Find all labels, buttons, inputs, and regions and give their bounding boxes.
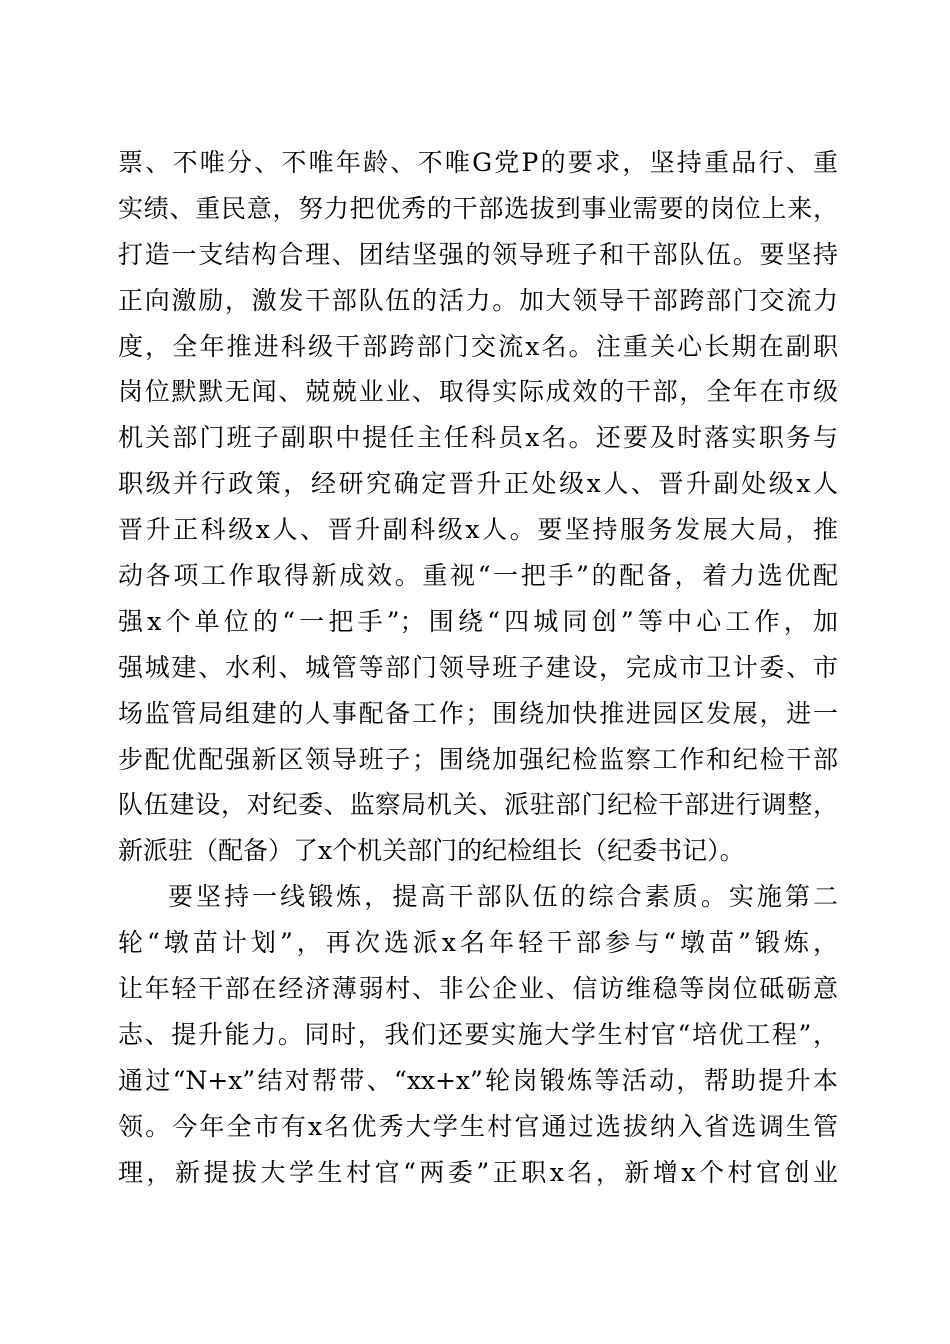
text-line: 理，新提拔大学生村官“两委”正职x名，新增x个村官创业 xyxy=(118,1157,838,1187)
text-line: 晋升正科级x人、晋升副科级x人。要坚持服务发展大局，推 xyxy=(118,515,838,545)
text-line: 正向激励，激发干部队伍的活力。加大领导干部跨部门交流力 xyxy=(118,285,838,315)
text-line: 队伍建设，对纪委、监察局机关、派驻部门纪检干部进行调整， xyxy=(118,790,838,820)
text-line: 动各项工作取得新成效。重视“一把手”的配备，着力选优配 xyxy=(118,561,838,591)
text-line: 志、提升能力。同时，我们还要实施大学生村官“培优工程”， xyxy=(118,1019,838,1049)
text-line: 轮“墩苗计划”，再次选派x名年轻干部参与“墩苗”锻炼， xyxy=(118,928,838,958)
text-line: 让年轻干部在经济薄弱村、非公企业、信访维稳等岗位砥砺意 xyxy=(118,974,838,1004)
text-line: 职级并行政策，经研究确定晋升正处级x人、晋升副处级x人 xyxy=(118,469,838,499)
text-line: 票、不唯分、不唯年龄、不唯G党P的要求，坚持重品行、重 xyxy=(118,148,838,177)
body-text xyxy=(118,140,838,1195)
text-line: 度，全年推进科级干部跨部门交流x名。注重关心长期在副职 xyxy=(118,331,838,361)
text-line: 场监管局组建的人事配备工作；围绕加快推进园区发展，进一 xyxy=(118,698,838,728)
text-line: 步配优配强新区领导班子；围绕加强纪检监察工作和纪检干部 xyxy=(118,744,838,774)
text-line: 领。今年全市有x名优秀大学生村官通过选拔纳入省选调生管 xyxy=(118,1111,838,1141)
text-line: 机关部门班子副职中提任主任科员x名。还要及时落实职务与 xyxy=(118,423,838,453)
text-line: 岗位默默无闻、兢兢业业、取得实际成效的干部，全年在市级 xyxy=(118,377,838,407)
text-line: 实绩、重民意，努力把优秀的干部选拔到事业需要的岗位上来， xyxy=(118,193,838,223)
text-line: 通过“N+x”结对帮带、“xx+x”轮岗锻炼等活动，帮助提升本 xyxy=(118,1065,838,1095)
paragraph-first-line: 要坚持一线锻炼，提高干部队伍的综合素质。实施第二 xyxy=(168,882,838,912)
text-line: 打造一支结构合理、团结坚强的领导班子和干部队伍。要坚持 xyxy=(118,239,838,269)
text-line: 新派驻（配备）了x个机关部门的纪检组长（纪委书记）。 xyxy=(118,836,745,866)
text-line: 强城建、水利、城管等部门领导班子建设，完成市卫计委、市 xyxy=(118,652,838,682)
text-line: 强x个单位的“一把手”；围绕“四城同创”等中心工作，加 xyxy=(118,606,838,636)
